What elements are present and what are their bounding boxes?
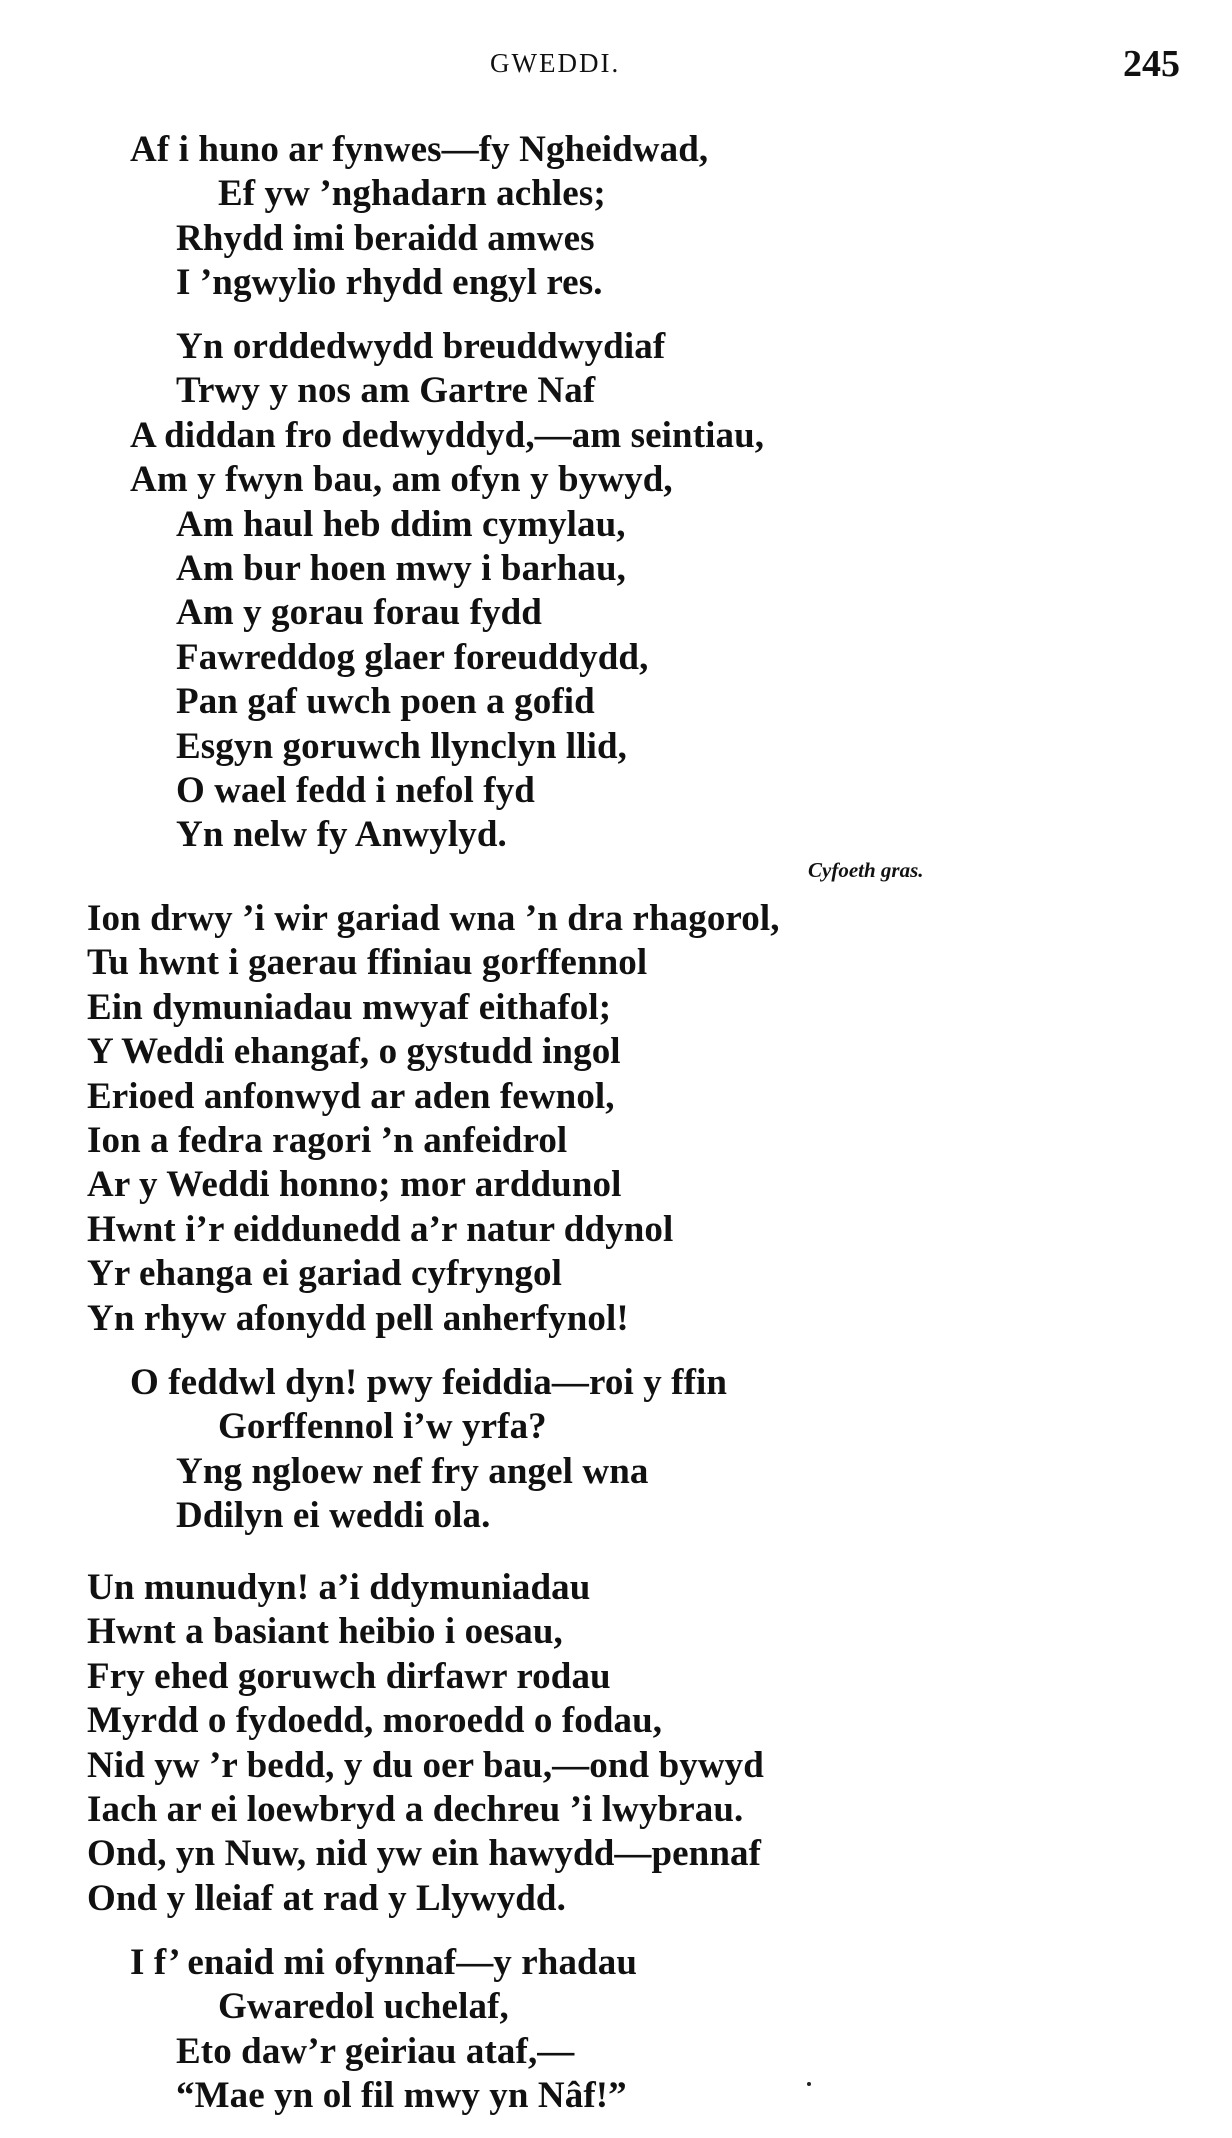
verse-line: I ’ngwylio rhydd engyl res. bbox=[176, 262, 603, 303]
verse-line: Ion a fedra ragori ’n anfeidrol bbox=[87, 1120, 568, 1161]
verse-line: Ion drwy ’i wir gariad wna ’n dra rhagorol, bbox=[87, 898, 780, 939]
verse-line: Gwaredol uchelaf, bbox=[218, 1986, 509, 2027]
verse-line: Un munudyn! a’i ddymuniadau bbox=[87, 1567, 591, 1608]
verse-line: Yn rhyw afonydd pell anherfynol! bbox=[87, 1298, 629, 1339]
verse-line: Gorffennol i’w yrfa? bbox=[218, 1406, 547, 1447]
verse-line: Tu hwnt i gaerau ffiniau gorffennol bbox=[87, 942, 648, 983]
verse-line: Yn orddedwydd breuddwydiaf bbox=[176, 326, 666, 367]
running-head bbox=[0, 43, 1232, 88]
verse-line: O wael fedd i nefol fyd bbox=[176, 770, 535, 811]
page-number: 245 bbox=[1123, 43, 1180, 85]
verse-line: Yr ehanga ei gariad cyfryngol bbox=[87, 1253, 562, 1294]
verse-line: Myrdd o fydoedd, moroedd o fodau, bbox=[87, 1700, 663, 1741]
verse-line: Iach ar ei loewbryd a dechreu ’i lwybrau. bbox=[87, 1789, 744, 1830]
verse-line: Fry ehed goruwch dirfawr rodau bbox=[87, 1656, 611, 1697]
author-attribution: Cyfoeth gras. bbox=[808, 858, 924, 882]
verse-line: Fawreddog glaer foreuddydd, bbox=[176, 637, 649, 678]
verse-line: Hwnt i’r eiddunedd a’r natur ddynol bbox=[87, 1209, 674, 1250]
verse-line: Yn nelw fy Anwylyd. bbox=[176, 814, 507, 855]
verse-line: Am haul heb ddim cymylau, bbox=[176, 504, 626, 545]
verse-line: “Mae yn ol fil mwy yn Nâf!” bbox=[176, 2075, 627, 2116]
verse-line: Y Weddi ehangaf, o gystudd ingol bbox=[87, 1031, 621, 1072]
verse-line: Am bur hoen mwy i barhau, bbox=[176, 548, 627, 589]
verse-line: Ddilyn ei weddi ola. bbox=[176, 1495, 491, 1536]
verse-line: Nid yw ’r bedd, y du oer bau,—ond bywyd bbox=[87, 1745, 764, 1786]
verse-line: A diddan fro dedwyddyd,—am seintiau, bbox=[130, 415, 765, 456]
print-speck bbox=[807, 2082, 811, 2086]
verse-line: I f’ enaid mi ofynnaf—y rhadau bbox=[130, 1942, 637, 1983]
verse-line: Ef yw ’nghadarn achles; bbox=[218, 173, 606, 214]
verse-line: Ar y Weddi honno; mor arddunol bbox=[87, 1164, 622, 1205]
verse-line: Ein dymuniadau mwyaf eithafol; bbox=[87, 987, 612, 1028]
verse-line: Hwnt a basiant heibio i oesau, bbox=[87, 1611, 563, 1652]
verse-line: Ond, yn Nuw, nid yw ein hawydd—pennaf bbox=[87, 1833, 762, 1874]
verse-line: Am y fwyn bau, am ofyn y bywyd, bbox=[130, 459, 673, 500]
verse-line: Af i huno ar fynwes—fy Ngheidwad, bbox=[130, 129, 709, 170]
verse-line: Trwy y nos am Gartre Naf bbox=[176, 370, 596, 411]
verse-line: Yng ngloew nef fry angel wna bbox=[176, 1451, 649, 1492]
verse-line: Erioed anfonwyd ar aden fewnol, bbox=[87, 1076, 615, 1117]
verse-line: Esgyn goruwch llynclyn llid, bbox=[176, 726, 628, 767]
verse-line: Pan gaf uwch poen a gofid bbox=[176, 681, 595, 722]
verse-line: O feddwl dyn! pwy feiddia—roi y ffin bbox=[130, 1362, 728, 1403]
running-title: GWEDDI. bbox=[490, 48, 621, 78]
verse-line: Eto daw’r geiriau ataf,— bbox=[176, 2031, 575, 2072]
verse-line: Rhydd imi beraidd amwes bbox=[176, 218, 595, 259]
verse-line: Am y gorau forau fydd bbox=[176, 592, 542, 633]
verse-line: Ond y lleiaf at rad y Llywydd. bbox=[87, 1878, 566, 1919]
